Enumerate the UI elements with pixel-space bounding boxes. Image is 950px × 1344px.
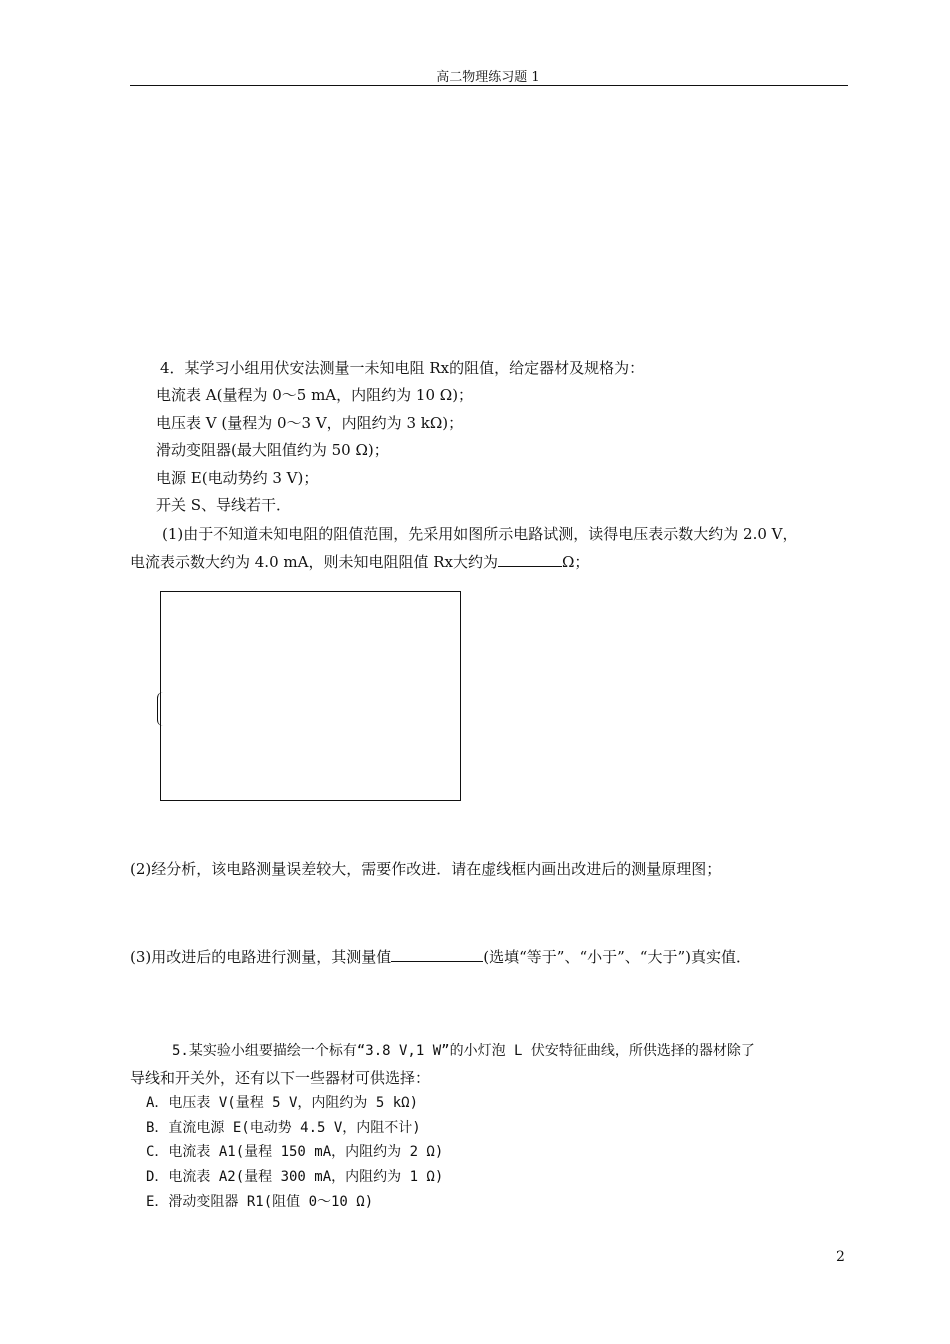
answer-blank-1[interactable] bbox=[498, 552, 562, 567]
q4-part3-text: (3)用改进后的电路进行测量，其测量值 bbox=[130, 948, 392, 966]
figure-arc-mark bbox=[157, 692, 164, 726]
q5-intro-line2: 导线和开关外，还有以下一些器材可供选择： bbox=[130, 1069, 431, 1087]
q4-item-ammeter: 电流表 A(量程为 0～5 mA，内阻约为 10 Ω)； bbox=[156, 386, 474, 404]
page-header-title: 高二物理练习题 1 bbox=[436, 70, 540, 85]
q4-part3-choices: (选填“等于”、“小于”、“大于”)真实值． bbox=[483, 948, 751, 966]
q4-part1-text: 电流表示数大约为 4.0 mA，则未知电阻阻值 Rx大约为 bbox=[130, 553, 498, 571]
q4-part1-unit: Ω； bbox=[561, 553, 590, 571]
q4-item-rheostat: 滑动变阻器(最大阻值约为 50 Ω)； bbox=[156, 441, 389, 459]
page-number: 2 bbox=[836, 1249, 845, 1265]
circuit-figure-box bbox=[160, 591, 461, 801]
q4-part3 bbox=[130, 947, 751, 967]
q4-item-source: 电源 E(电动势约 3 V)； bbox=[156, 469, 319, 487]
header-rule bbox=[130, 85, 848, 86]
q4-item-switch: 开关 S、导线若干． bbox=[156, 496, 292, 514]
q5-option-c: C．电流表 A1(量程 150 mA，内阻约为 2 Ω) bbox=[146, 1144, 444, 1160]
q4-part1-line2 bbox=[130, 552, 589, 572]
q5-option-a: A．电压表 V(量程 5 V，内阻约为 5 kΩ) bbox=[146, 1095, 419, 1111]
q4-item-voltmeter: 电压表 V (量程为 0～3 V，内阻约为 3 kΩ)； bbox=[156, 414, 464, 432]
q5-option-b: B．直流电源 E(电动势 4.5 V，内阻不计) bbox=[146, 1120, 421, 1136]
q5-option-d: D．电流表 A2(量程 300 mA，内阻约为 1 Ω) bbox=[146, 1169, 444, 1185]
q4-part2: (2)经分析，该电路测量误差较大，需要作改进．请在虚线框内画出改进后的测量原理图； bbox=[130, 860, 722, 878]
q5-option-e: E．滑动变阻器 R1(阻值 0～10 Ω) bbox=[146, 1194, 374, 1210]
q4-intro: 4．某学习小组用伏安法测量一未知电阻 Rx的阻值，给定器材及规格为： bbox=[160, 359, 645, 377]
answer-blank-2[interactable] bbox=[391, 947, 483, 962]
q5-intro-line1: 5.某实验小组要描绘一个标有“3.8 V,1 W”的小灯泡 L 伏安特征曲线，所供选择的器材除了 bbox=[172, 1043, 755, 1059]
q4-part1-line1: (1)由于不知道未知电阻的阻值范围，先采用如图所示电路试测，读得电压表示数大约为 2.0 V， bbox=[162, 525, 798, 543]
